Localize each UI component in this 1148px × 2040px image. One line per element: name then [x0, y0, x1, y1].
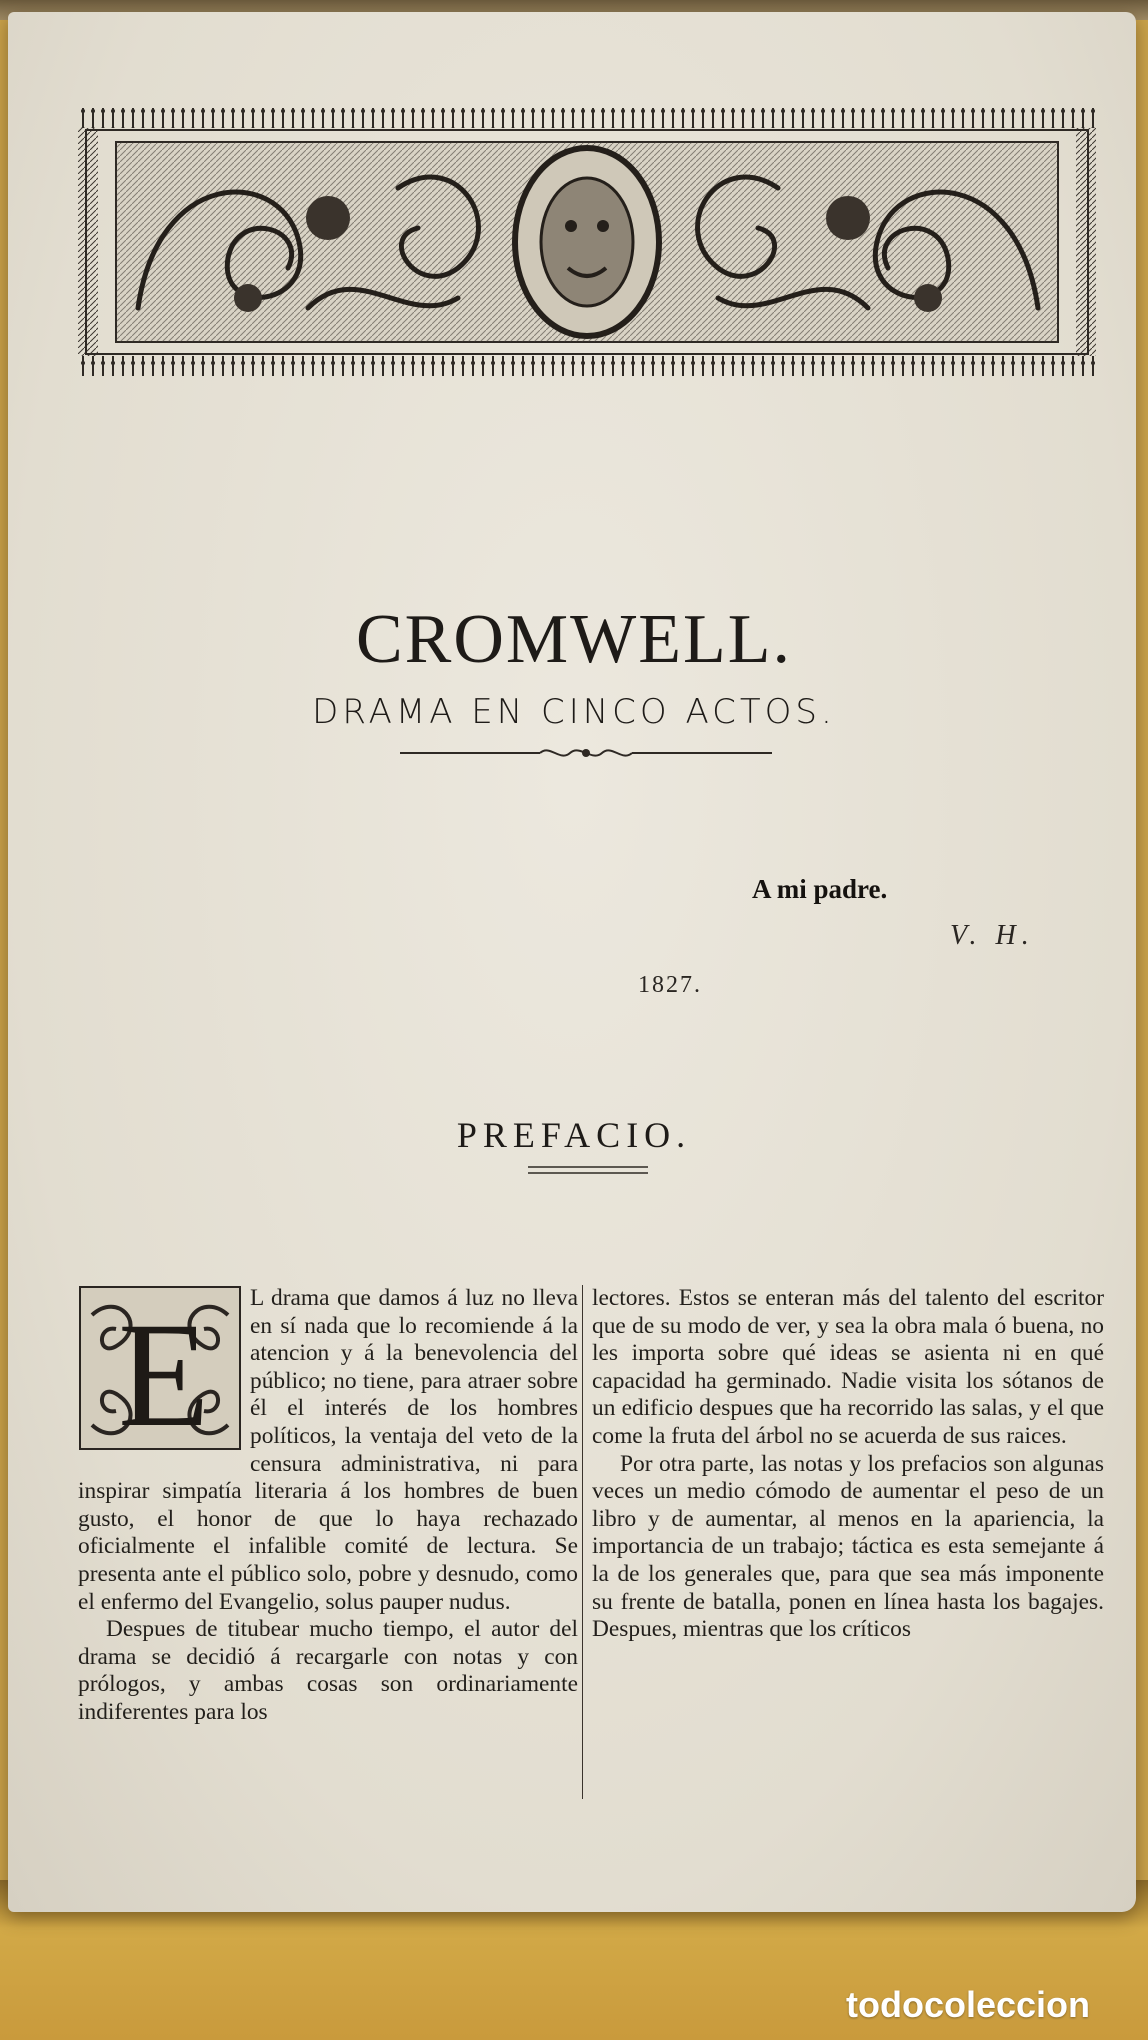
dedication: A mi padre.	[752, 874, 888, 904]
rule-ornament-icon	[400, 744, 772, 762]
left-paragraph-2: Despues de titubear mucho tiempo, el autor del drama se decidió á recargarle con notas y con prólogos, y ambas cosas son ordinariamente indiferentes para los	[78, 1616, 578, 1725]
book-title: CROMWELL.	[355, 601, 793, 678]
watermark-text: todocoleccion	[846, 1984, 1091, 2025]
ornamental-header-icon	[78, 108, 1096, 376]
preface-right-column	[592, 1285, 1104, 1644]
preface-left-column	[78, 1285, 578, 1727]
left-paragraph-1: L drama que damos á luz no lleva en sí nada que lo recomiende á la atencion y á la benevolencia del público; no tiene, para atraer sobre él el interés de los hombres políticos, la ventaja del veto de la censura administrativa, ni para inspirar simpatía literaria á los hombres de buen gusto, el honor de que lo haya rechazado oficialmente el infalible comité de lectura. Se presenta ante el público solo, pobre y desnudo, como el enfermo del Evangelio, solus pauper nudus.	[78, 1285, 578, 1615]
right-paragraph-1: lectores. Estos se enteran más del talento del escritor que de su modo de ver, y sea la obra mala ó buena, no les importa sobre qué ideas se asienta ni en qué capacidad ha germinado. Nadie visita los sótanos de un edificio despues que ha recorrido las salas, y el que come la fruta del árbol no se acuerda de sus raices.	[592, 1285, 1104, 1449]
dropcap-letter: E	[118, 1292, 210, 1451]
right-paragraph-2: Por otra parte, las notas y los prefacios son algunas veces un medio cómodo de aumentar el peso de un libro y de aumentar, al menos en la apariencia, la importancia de un trabajo; táctica es esta semejante á la de los generales que, para que sea más imponente su frente de batalla, ponen en línea hasta los bagajes. Despues, mientras que los críticos	[592, 1450, 1104, 1643]
author-signature: V. H.	[950, 920, 1035, 951]
year: 1827.	[638, 972, 702, 998]
column-divider	[582, 1285, 583, 1799]
dropcap-ornament-icon	[78, 1285, 242, 1451]
preface-rule	[528, 1165, 648, 1175]
book-subtitle: DRAMA EN CINCO ACTOS.	[312, 692, 836, 732]
preface-heading: PREFACIO.	[456, 1115, 692, 1155]
